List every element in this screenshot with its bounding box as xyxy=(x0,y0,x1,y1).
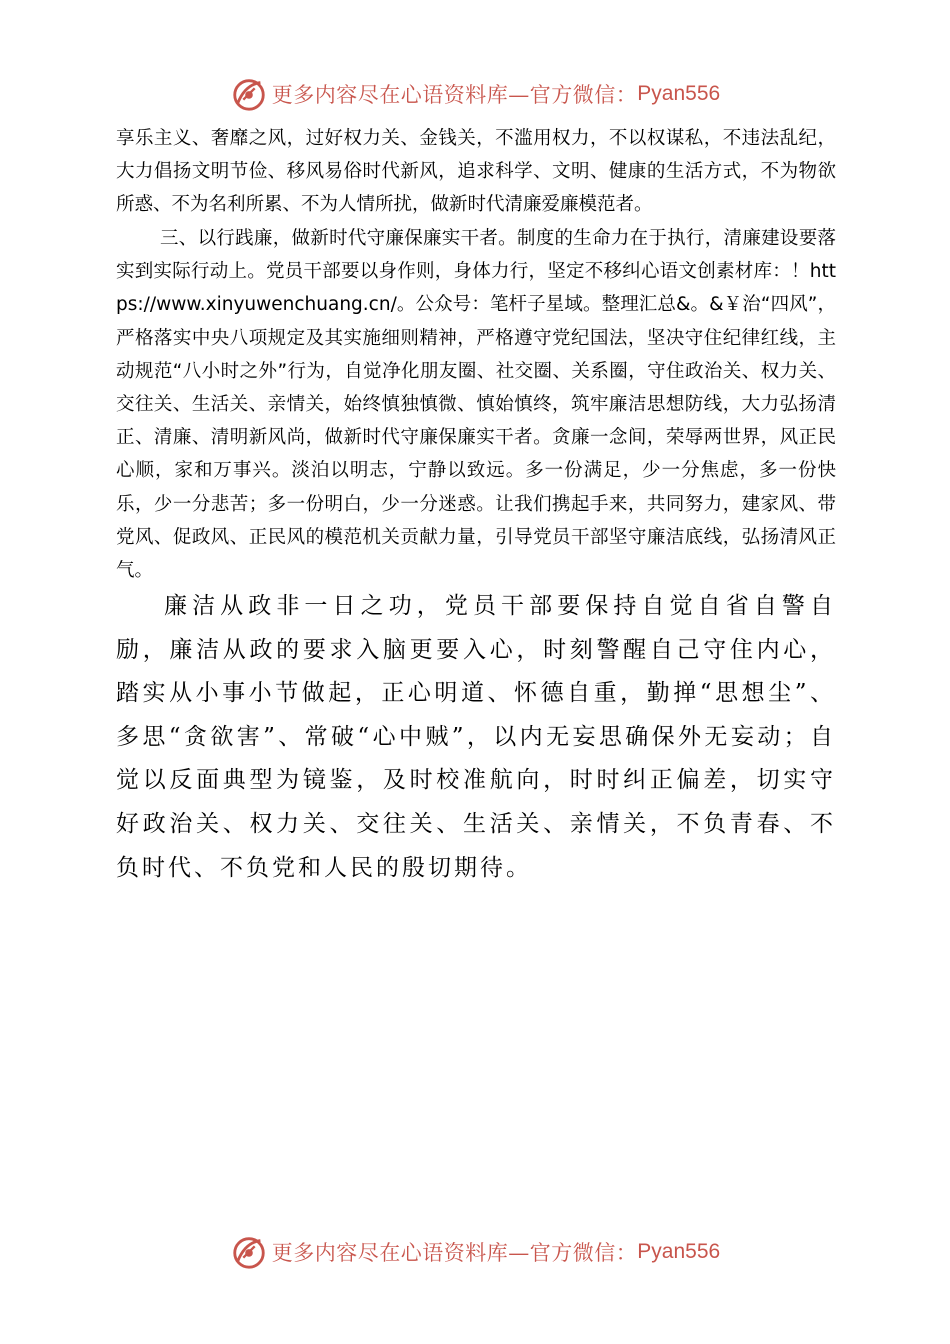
header-banner xyxy=(0,72,950,116)
paragraph-block-2 xyxy=(116,222,836,587)
wechat-id: Pyan556 xyxy=(637,82,721,105)
footer-banner xyxy=(0,1230,950,1274)
brand-logo-icon xyxy=(230,1233,268,1271)
paragraph-block-1 xyxy=(116,122,836,222)
paragraph-3: 廉洁从政非一日之功，党员干部要保持自觉自省自警自励，廉洁从政的要求入脑更要入心，时刻警醒自己守住内心，踏实从小事小节做起，正心明道、怀德自重，勤掸“思想尘”、多思“贪欲害”、常破“心中贼”，以内无妄思确保外无妄动；自觉以反面典型为镜鉴，及时校准航向，时时纠正偏差，切实守好政治关、权力关、交往关、生活关、亲情关，不负青春、不负时代、不负党和人民的殷切期待。 xyxy=(116,593,836,881)
paragraph-2: 三、以行践廉，做新时代守廉保廉实干者。制度的生命力在于执行，清廉建设要落实到实际行动上。党员干部要以身作则，身体力行，坚定不移纠心语文创素材库：！https://www.xinyuwenchuang.cn/。公众号：笔杆子星域。整理汇总&。&￥治“四风”，严格落实中央八项规定及其实施细则精神，严格遵守党纪国法，坚决守住纪律红线，主动规范“八小时之外”行为，自觉净化朋友圈、社交圈、关系圈，守住政治关、权力关、交往关、生活关、亲情关，始终慎独慎微、慎始慎终，筑牢廉洁思想防线，大力弘扬清正、清廉、清明新风尚，做新时代守廉保廉实干者。贪廉一念间，荣辱两世界，风正民心顺，家和万事兴。淡泊以明志，宁静以致远。多一份满足，少一分焦虑，多一份快乐，少一分悲苦；多一份明白，少一分迷惑。让我们携起手来，共同努力，建家风、带党风、促政风、正民风的模范机关贡献力量，引导党员干部坚守廉洁底线，弘扬清风正气。 xyxy=(116,228,836,582)
brand-logo-icon xyxy=(230,75,268,113)
paragraph-block-3 xyxy=(116,585,836,890)
banner-text: 更多内容尽在心语资料库—官方微信： xyxy=(271,1241,638,1265)
wechat-id: Pyan556 xyxy=(637,1240,721,1263)
paragraph-1: 享乐主义、奢靡之风，过好权力关、金钱关，不滥用权力，不以权谋私，不违法乱纪，大力倡扬文明节俭、移风易俗时代新风，追求科学、文明、健康的生活方式，不为物欲所惑、不为名利所累、不为人情所扰，做新时代清廉爱廉模范者。 xyxy=(116,128,836,216)
banner-text: 更多内容尽在心语资料库—官方微信： xyxy=(271,83,638,107)
